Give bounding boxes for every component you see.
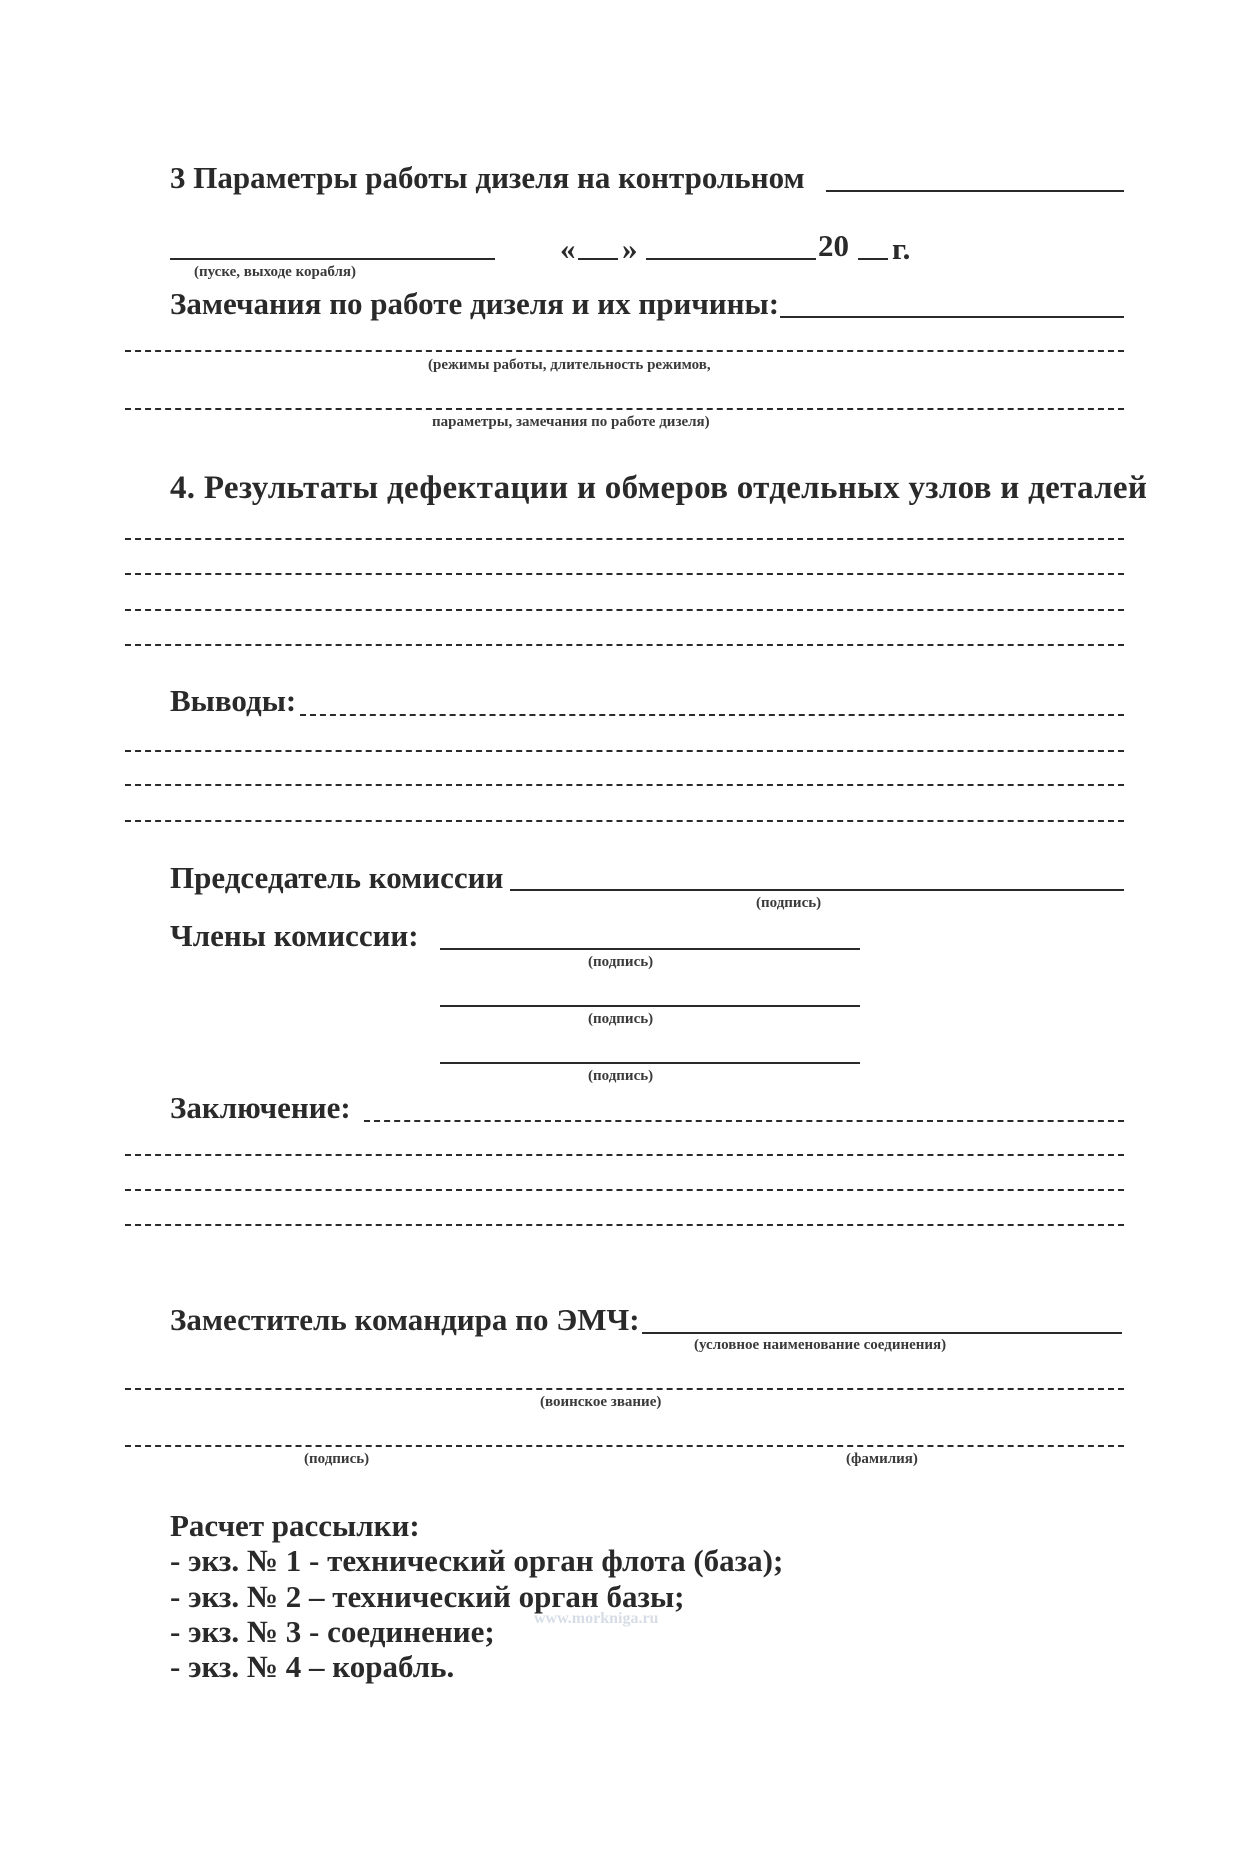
section4-blank-1[interactable] (125, 573, 1124, 575)
conclusions-blank-1[interactable] (125, 750, 1124, 752)
member-3-signature-blank[interactable] (440, 1062, 860, 1064)
conclusions-blank-3[interactable] (125, 820, 1124, 822)
section4-blank-0[interactable] (125, 538, 1124, 540)
conclusions-blank-0[interactable] (300, 714, 1124, 716)
date-year-blank[interactable] (858, 258, 888, 260)
caption-modes: (режимы работы, длительность режимов, (428, 357, 711, 373)
date-year: 20 (818, 228, 849, 263)
distribution-item: - экз. № 4 – корабль. (170, 1649, 455, 1684)
date-close-quote: » (622, 231, 638, 266)
watermark: www.morkniga.ru (534, 1610, 659, 1627)
final-blank-0[interactable] (364, 1120, 1124, 1122)
deputy-surname-caption: (фамилия) (846, 1451, 918, 1467)
remarks-blank-2[interactable] (125, 408, 1124, 410)
final-label: Заключение: (170, 1090, 351, 1125)
member-1-signature-caption: (подпись) (588, 954, 654, 970)
deputy-rank-blank[interactable] (125, 1388, 1124, 1390)
deputy-signature-caption: (подпись) (304, 1451, 370, 1467)
deputy-unit-caption: (условное наименование соединения) (694, 1337, 947, 1353)
date-day-blank[interactable] (578, 258, 618, 260)
caption-params: параметры, замечания по работе дизеля) (432, 414, 710, 430)
distribution-item: - экз. № 2 – технический орган базы; (170, 1579, 685, 1614)
member-3-signature-caption: (подпись) (588, 1068, 654, 1084)
distribution-item: - экз. № 3 - соединение; (170, 1614, 495, 1649)
section3-title: 3 Параметры работы дизеля на контрольном (170, 160, 805, 195)
final-blank-3[interactable] (125, 1224, 1124, 1226)
deputy-unit-blank[interactable] (642, 1332, 1122, 1334)
deputy-signature-blank[interactable] (125, 1445, 1124, 1447)
section4-blank-3[interactable] (125, 644, 1124, 646)
distribution-title: Расчет рассылки: (170, 1508, 420, 1543)
date-open-quote: « (560, 231, 576, 266)
distribution-item: - экз. № 1 - технический орган флота (база); (170, 1543, 784, 1578)
deputy-label: Заместитель командира по ЭМЧ: (170, 1302, 640, 1337)
final-blank-2[interactable] (125, 1189, 1124, 1191)
section4-title: 4. Результаты дефектации и обмеров отдельных узлов и деталей (170, 470, 1148, 506)
remarks-blank-1[interactable] (125, 350, 1124, 352)
date-suffix: г. (892, 231, 911, 266)
chairman-signature-blank[interactable] (510, 889, 1124, 891)
section4-blank-2[interactable] (125, 609, 1124, 611)
remarks-label: Замечания по работе дизеля и их причины: (170, 286, 780, 321)
conclusions-label: Выводы: (170, 683, 297, 718)
remarks-blank-0[interactable] (780, 316, 1124, 318)
chairman-signature-caption: (подпись) (756, 895, 822, 911)
section3-title-blank[interactable] (826, 190, 1124, 192)
chairman-label: Председатель комиссии (170, 860, 504, 895)
member-1-signature-blank[interactable] (440, 948, 860, 950)
member-2-signature-caption: (подпись) (588, 1011, 654, 1027)
caption-launch: (пуске, выходе корабля) (194, 264, 357, 280)
conclusions-blank-2[interactable] (125, 784, 1124, 786)
final-blank-1[interactable] (125, 1154, 1124, 1156)
deputy-rank-caption: (воинское звание) (540, 1394, 662, 1410)
date-month-blank[interactable] (646, 258, 816, 260)
launch-blank[interactable] (170, 258, 495, 260)
member-2-signature-blank[interactable] (440, 1005, 860, 1007)
members-label: Члены комиссии: (170, 918, 419, 953)
